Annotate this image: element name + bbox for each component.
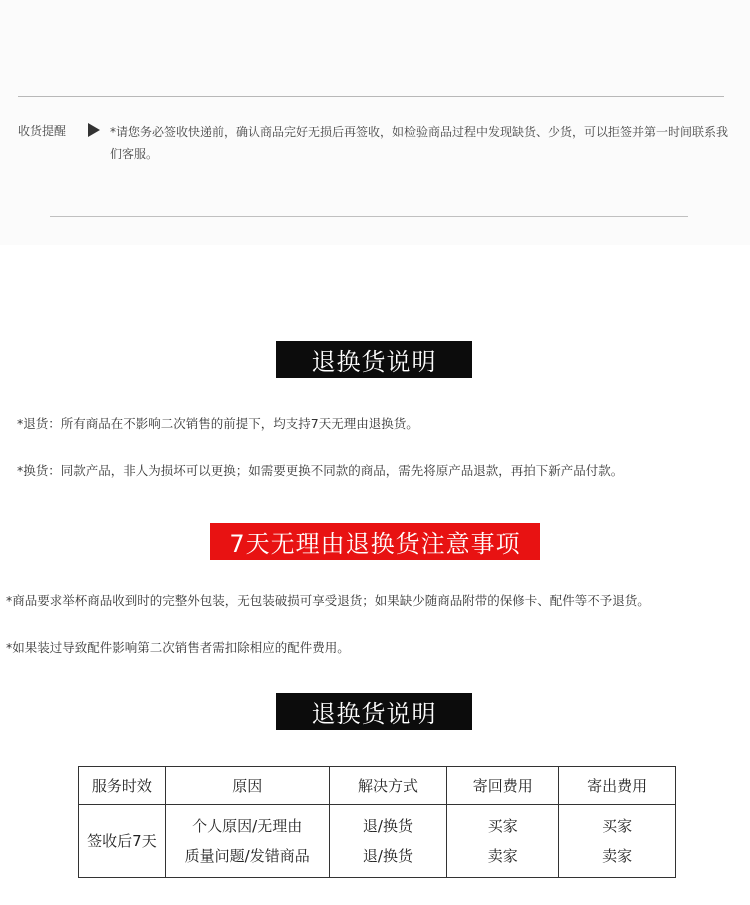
return-fee-item: 买家 xyxy=(487,817,518,835)
exchange-note: *换货：同款产品，非人为损坏可以更换；如需要更换不同款的商品，需先将原产品退款，再拍下新产品付款。 xyxy=(17,463,624,478)
solution-item: 退/换货 xyxy=(362,817,413,835)
table-row xyxy=(79,805,676,878)
header-service-period: 服务时效 xyxy=(79,767,166,805)
divider-top xyxy=(18,96,724,97)
return-policy-title-banner xyxy=(276,341,472,378)
return-policy-title-banner-2 xyxy=(276,693,472,730)
table-header-row xyxy=(79,767,676,805)
solution-cell xyxy=(329,805,447,878)
return-fee-cell xyxy=(447,805,559,878)
reason-cell xyxy=(165,805,329,878)
receipt-reminder-section xyxy=(0,0,750,245)
receipt-reminder-text: *请您务必签收快递前，确认商品完好无损后再签收，如检验商品过程中发现缺货、少货，可以拒签并第一时间联系我们客服。 xyxy=(110,125,729,161)
accessory-fee-note: *如果装过导致配件影响第二次销售者需扣除相应的配件费用。 xyxy=(6,640,350,655)
seven-day-notice-title: 7天无理由退换货注意事项 xyxy=(229,530,521,558)
seven-day-notice-banner xyxy=(210,523,540,560)
ship-fee-item: 卖家 xyxy=(602,847,633,865)
return-service-table xyxy=(78,766,676,878)
ship-fee-cell xyxy=(559,805,676,878)
solution-item: 退/换货 xyxy=(362,847,413,865)
return-fee-item: 卖家 xyxy=(487,847,518,865)
header-reason: 原因 xyxy=(165,767,329,805)
divider-bottom xyxy=(50,216,688,217)
reason-item: 个人原因/无理由 xyxy=(192,817,303,835)
service-period-cell: 签收后7天 xyxy=(79,805,166,878)
return-note: *退货：所有商品在不影响二次销售的前提下，均支持7天无理由退换货。 xyxy=(17,416,419,431)
header-solution: 解决方式 xyxy=(329,767,447,805)
header-ship-fee: 寄出费用 xyxy=(559,767,676,805)
play-arrow-icon xyxy=(88,123,100,137)
return-policy-title-2: 退换货说明 xyxy=(311,700,437,728)
header-return-fee: 寄回费用 xyxy=(447,767,559,805)
receipt-reminder-label: 收货提醒 xyxy=(18,124,67,138)
ship-fee-item: 买家 xyxy=(602,817,633,835)
reason-item: 质量问题/发错商品 xyxy=(184,847,310,865)
packaging-note: *商品要求举杯商品收到时的完整外包装，无包装破损可享受退货；如果缺少随商品附带的保修卡、配件等不予退货。 xyxy=(6,593,650,608)
return-policy-title: 退换货说明 xyxy=(311,348,437,376)
